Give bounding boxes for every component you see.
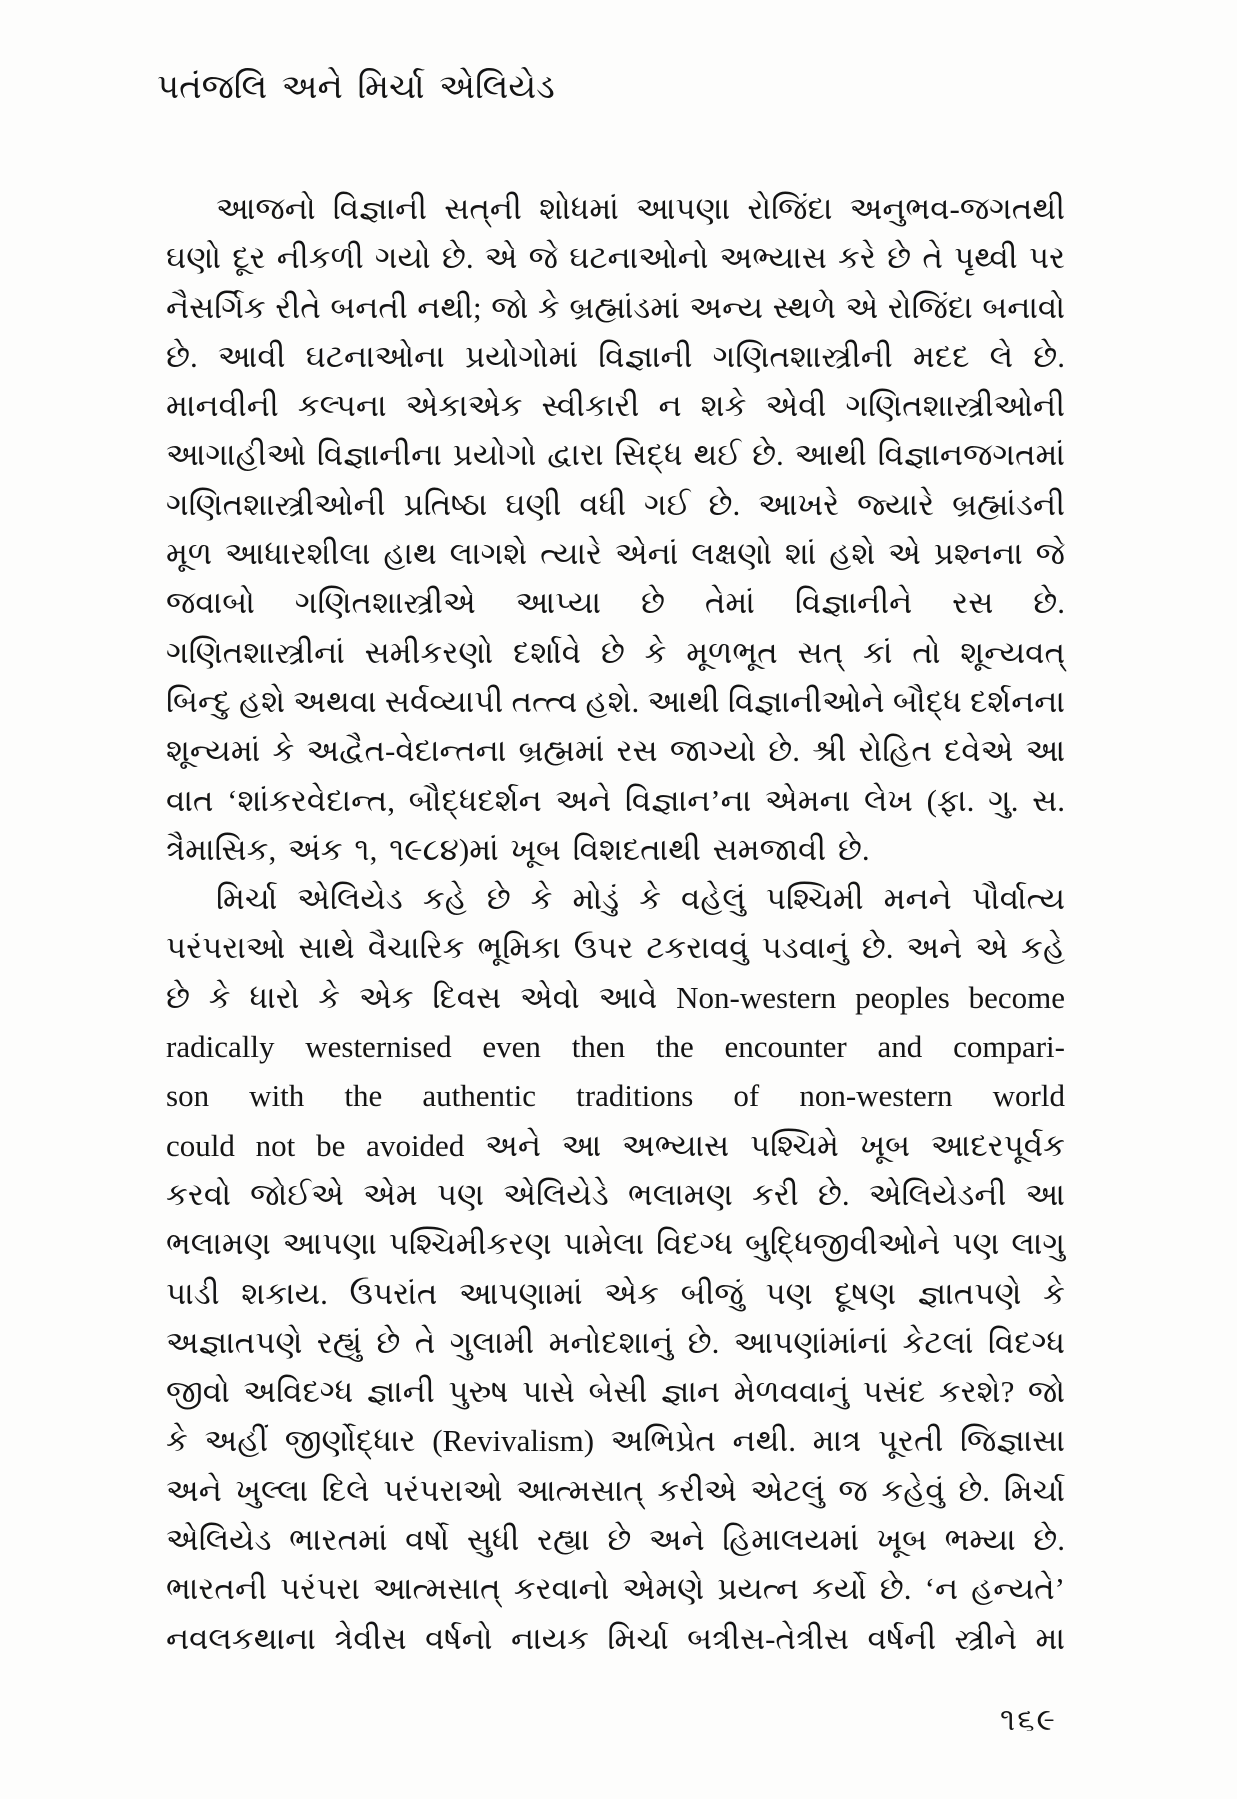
text-line: આગાહીઓ વિજ્ઞાનીના પ્રયોગો દ્વારા સિદ્ધ થઈ છે. આથી વિજ્ઞાનજગતમાં [166,437,1065,473]
text-line: could not be avoided અને આ અભ્યાસ પશ્ચિમે ખૂબ આદરપૂર્વક [166,1127,1065,1163]
body-text [166,184,1065,1663]
text-line: પાડી શકાય. ઉપરાંત આપણામાં એક બીજું પણ દૂષણ જ્ઞાતપણે કે [166,1275,1065,1311]
text-line: મૂળ આધારશીલા હાથ લાગશે ત્યારે એનાં લક્ષણો શાં હશે એ પ્રશ્નના જે [166,536,1065,572]
text-line: બિન્દુ હશે અથવા સર્વવ્યાપી તત્ત્વ હશે. આથી વિજ્ઞાનીઓને બૌદ્ધ દર્શનના [166,683,1065,719]
text-line: ભારતની પરંપરા આત્મસાત્‌ કરવાનો એમણે પ્રયત્ન કર્યો છે. ‘ન હન્યતે’ [166,1571,1065,1607]
text-line: અજ્ઞાતપણે રહ્યું છે તે ગુલામી મનોદશાનું છે. આપણાંમાંનાં કેટલાં વિદગ્ધ [166,1324,1065,1360]
text-line: નૈસર્ગિક રીતે બનતી નથી; જો કે બ્રહ્માંડમાં અન્ય સ્થળે એ રોજિંદા બનાવો [166,289,1065,325]
text-line: મિર્ચા એલિયેડ કહે છે કે મોડું કે વહેલું પશ્ચિમી મનને પૌર્વાત્ય [216,881,1065,917]
text-line: વાત ‘શાંકરવેદાન્ત, બૌદ્ધદર્શન અને વિજ્ઞાન’ના એમના લેખ (ફા. ગુ. સ. [166,782,1065,818]
text-line: ઘણો દૂર નીકળી ગયો છે. એ જે ઘટનાઓનો અભ્યાસ કરે છે તે પૃથ્વી પર [166,240,1065,276]
text-line: ગણિતશાસ્ત્રીનાં સમીકરણો દર્શાવે છે કે મૂળભૂત સત્‌ કાં તો શૂન્યવત્‌ [166,634,1065,670]
text-line: જવાબો ગણિતશાસ્ત્રીએ આપ્યા છે તેમાં વિજ્ઞાનીને રસ છે. [166,585,1065,621]
text-line: son with the authentic traditions of non-western world [166,1078,1065,1114]
text-line: કરવો જોઈએ એમ પણ એલિયેડે ભલામણ કરી છે. એલિયેડની આ [166,1176,1065,1212]
text-line: radically westernised even then the encounter and compari- [166,1029,1065,1065]
page-number: ૧૬૯ [1000,1702,1057,1737]
text-line: અને ખુલ્લા દિલે પરંપરાઓ આત્મસાત્‌ કરીએ એટલું જ કહેવું છે. મિર્ચા [166,1472,1065,1508]
text-line: ત્રૈમાસિક, અંક ૧, ૧૯૮૪)માં ખૂબ વિશદતાથી સમજાવી છે. [166,831,870,867]
paragraph-2 [166,874,1065,1663]
text-line: કે અહીં જીર્ણોદ્ધાર (Revivalism) અભિપ્રેત નથી. માત્ર પૂરતી જિજ્ઞાસા [166,1423,1065,1459]
text-line: પરંપરાઓ સાથે વૈચારિક ભૂમિકા ઉપર ટકરાવવું પડવાનું છે. અને એ કહે [166,930,1065,966]
text-line: જીવો અવિદગ્ધ જ્ઞાની પુરુષ પાસે બેસી જ્ઞાન મેળવવાનું પસંદ કરશે? જો [166,1374,1065,1410]
text-line: છે. આવી ઘટનાઓના પ્રયોગોમાં વિજ્ઞાની ગણિતશાસ્ત્રીની મદદ લે છે. [166,338,1065,374]
text-line: નવલકથાના ત્રેવીસ વર્ષનો નાયક મિર્ચા બત્રીસ-તેત્રીસ વર્ષની સ્ત્રીને મા [166,1620,1065,1656]
paragraph-1 [166,184,1065,874]
text-line: છે કે ધારો કે એક દિવસ એવો આવે Non-western peoples become [166,979,1065,1015]
text-line: શૂન્યમાં કે અદ્વૈત-વેદાન્તના બ્રહ્મમાં રસ જાગ્યો છે. શ્રી રોહિત દવેએ આ [166,733,1065,769]
text-line: માનવીની કલ્પના એકાએક સ્વીકારી ન શકે એવી ગણિતશાસ્ત્રીઓની [166,388,1065,424]
text-line: એલિયેડ ભારતમાં વર્ષો સુધી રહ્યા છે અને હિમાલયમાં ખૂબ ભમ્યા છે. [166,1522,1065,1558]
page-title: પતંજલિ અને મિર્ચા એલિયેડ [157,69,555,106]
text-line: ભલામણ આપણા પશ્ચિમીકરણ પામેલા વિદગ્ધ બુદ્ધિજીવીઓને પણ લાગુ [166,1226,1065,1262]
text-line: આજનો વિજ્ઞાની સત્‌ની શોધમાં આપણા રોજિંદા અનુભવ-જગતથી [216,191,1065,226]
text-line: ગણિતશાસ્ત્રીઓની પ્રતિષ્ઠા ઘણી વધી ગઈ છે. આખરે જ્યારે બ્રહ્માંડની [166,486,1065,522]
